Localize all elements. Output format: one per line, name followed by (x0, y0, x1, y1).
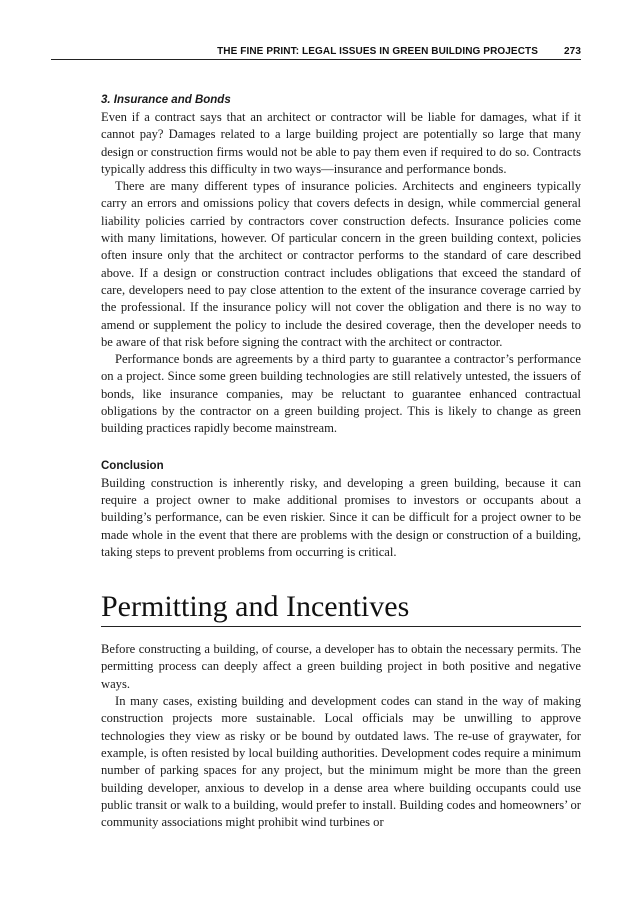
paragraph: There are many different types of insurance policies. Architects and engineers typically carry an errors and omissions policy that covers defects in design, while commercial general liability policies carried by contractors cover construction defects. Insurance policies come with many limitations, however. Of particular concern in the green building context, policies often insure only that the architect or contractor performs to the standard of care described above. If a design or construction contract includes obligations that exceed the standard of care, developers need to pay close attention to the extent of the insurance coverage carried by the professional. If the insurance policy will not cover the obligation and there is no way to amend or supplement the policy to include the desired coverage, then the developer needs to be aware of that risk before signing the contract with the architect or contractor. (101, 179, 581, 349)
page-number: 273 (564, 46, 581, 57)
paragraph: Even if a contract says that an architect or contractor will be liable for damages, what if it cannot pay? Damages related to a large building project are potentially so large that many design or construction firms would not be able to pay them even if required to do so. Contracts typically address this difficulty in two ways—insurance and performance bonds. (101, 110, 581, 176)
section-heading-insurance-and-bonds: 3. Insurance and Bonds (101, 94, 231, 106)
paragraph: In many cases, existing building and development codes can stand in the way of making construction projects more sustainable. Local officials may be unwilling to approve technologies they view as risky or be bound by outdated laws. The re-use of graywater, for example, is often resisted by local building authorities. Development codes require a minimum number of parking spaces for any project, but the minimum might be more than the green building developer, anxious to develop in a dense area where building occupants could use public transit or walk to a building, would prefer to install. Building codes and homeowners’ or community associations might prohibit wind turbines or (101, 694, 581, 830)
paragraph: Before constructing a building, of course, a developer has to obtain the necessary permits. The permitting process can deeply affect a green building project in both positive and negative ways. (101, 642, 581, 691)
paragraph: Building construction is inherently risky, and developing a green building, because it can require a project owner to make additional promises to investors or occupants about a building’s performance, can be even riskier. Since it can be difficult for a project owner to be made whole in the event that there are problems with the design or construction of a building, taking steps to prevent problems from occurring is critical. (101, 475, 581, 559)
running-head (51, 44, 581, 60)
header-rule (51, 59, 581, 60)
running-head-title: THE FINE PRINT: LEGAL ISSUES IN GREEN BUILDING PROJECTS (217, 46, 538, 57)
chapter-heading-permitting-and-incentives: Permitting and Incentives (101, 589, 581, 627)
section-heading-conclusion: Conclusion (101, 459, 164, 472)
paragraph: Performance bonds are agreements by a third party to guarantee a contractor’s performance on a project. Since some green building technologies are still relatively untested, the issuers of bonds, like insurance companies, may be reluctant to guarantee enhanced contractual obligations by the contractor on a green building project. This is likely to change as green building practices rapidly become mainstream. (101, 352, 581, 436)
page-body (101, 92, 581, 831)
